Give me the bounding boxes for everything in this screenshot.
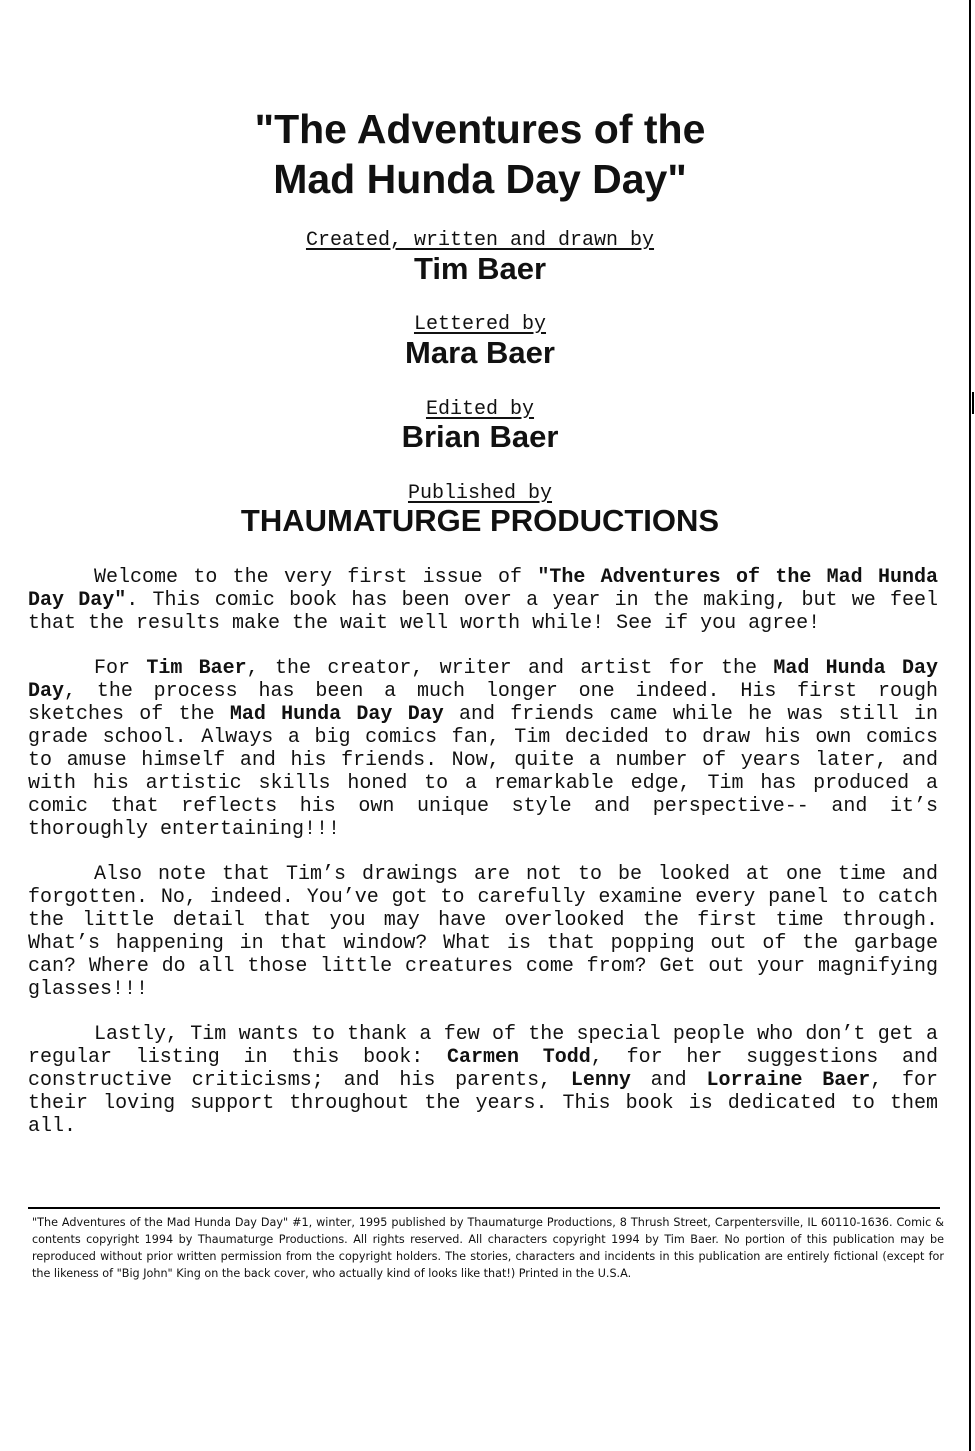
credit-label-creator: Created, written and drawn by [305, 229, 655, 252]
p2-bold-hero-2: Mad Hunda Day Day [229, 703, 444, 726]
p4-text-a: Lastly, Tim wants to thank a few of the special people who don’t get a regular listing in this book: [28, 1023, 938, 1069]
paragraph-creator [28, 657, 938, 841]
credit-label-editor: Edited by [425, 398, 535, 421]
p2-text-e: , the process has been a much longer one indeed. His first rough sketches of the [28, 680, 938, 726]
copyright-notice: "The Adventures of the Mad Hunda Day Day" #1, winter, 1995 published by Thaumaturge Productions, 8 Thrush Street, Carpentersville, IL 60110-1636. Comic & contents copyright 1994 by Thaumaturge Productions. All rights reserved. All characters copyright 1994 by Tim Baer. No portion of this publication may be reproduced without prior written permission from the copyright holders. The stories, characters and incidents in this publication are entirely fictional (except for the likeness of "Big John" King on the back cover, who actually kind of looks like that!) Printed in the U.S.A. [32, 1216, 944, 1280]
credit-name-editor: Brian Baer [401, 419, 559, 454]
p2-bold-creator: Tim Baer [146, 657, 247, 680]
p4-bold-lenny: Lenny [570, 1069, 631, 1092]
p4-bold-carmen: Carmen Todd [446, 1046, 591, 1069]
p1-text-a: Welcome to the very first issue of [94, 566, 538, 589]
credit-name-publisher: THAUMATURGE PRODUCTIONS [240, 503, 720, 538]
p1-bold-title: "The Adventures of the Mad Hunda Day Day" [28, 566, 938, 612]
credit-name-letterer: Mara Baer [405, 335, 555, 370]
p4-text-g: , for their loving support throughout the years. This book is dedicated to them all. [28, 1069, 939, 1138]
title-line-2: Mad Hunda Day Day" [273, 156, 687, 202]
p4-bold-lorraine: Lorraine Baer [706, 1069, 871, 1092]
p4-text-e: and [630, 1069, 707, 1092]
footer-divider [28, 1207, 940, 1209]
p2-text-g: and friends came while he was still in grade school. Always a big comics fan, Tim decided to draw his own comics to amuse himself and his friends. Now, quite a number of years later, and with his artistic skills honed to a remarkable edge, Tim has produced a comic that reflects his own unique style and perspective-- and it’s thoroughly entertaining!!! [28, 703, 938, 841]
p2-text-c: , the creator, writer and artist for the [246, 657, 774, 680]
p2-text-a: For [94, 657, 147, 680]
intro-body [28, 566, 938, 1160]
page-edge-mark [972, 392, 974, 414]
credit-name-creator: Tim Baer [413, 251, 547, 286]
paragraph-thanks [28, 1023, 938, 1138]
p1-text-c: . This comic book has been over a year in the making, but we feel that the results make the wait well worth while! See if you agree! [28, 589, 938, 635]
page-edge-line [969, 0, 971, 1451]
p4-text-c: , for her suggestions and constructive criticisms; and his parents, [28, 1046, 938, 1092]
credit-label-letterer: Lettered by [413, 313, 547, 336]
paragraph-welcome [28, 566, 938, 635]
page-title [120, 104, 840, 204]
paragraph-drawings: Also note that Tim’s drawings are not to be looked at one time and forgotten. No, indeed. You’ve got to carefully examine every panel to catch the little detail that you may have overlooked the first time through. What’s happening in that window? What is that popping out of the garbage can? Where do all those little creatures come from? Get out your magnifying glasses!!! [28, 863, 938, 1001]
p2-bold-hero-1: Mad Hunda Day Day [28, 657, 938, 703]
title-line-1: "The Adventures of the [254, 106, 706, 152]
credit-label-publisher: Published by [407, 482, 553, 505]
